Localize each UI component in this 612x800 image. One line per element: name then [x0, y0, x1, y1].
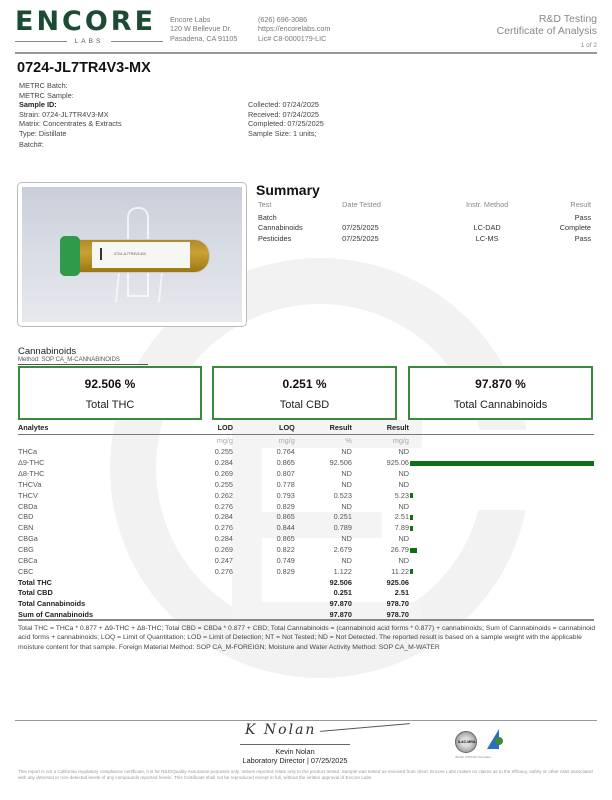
- analyte-result-pct: 0.251: [333, 512, 352, 522]
- analyte-lod: 0.284: [214, 512, 233, 522]
- analyte-loq: 0.865: [276, 458, 295, 468]
- sample-type: Type: Distillate: [19, 128, 67, 138]
- col-date-tested: Date Tested: [342, 200, 381, 209]
- analyte-result-pct: 0.523: [333, 490, 352, 500]
- analyte-bar-cell: [409, 501, 594, 512]
- total-result-pct: 92.506: [329, 577, 352, 587]
- analyte-name: Δ9-THC: [18, 458, 45, 468]
- analyte-bar-cell: [409, 447, 594, 458]
- analyte-row: [18, 457, 594, 468]
- col-lod: LOD: [156, 422, 233, 435]
- analyte-loq: 0.865: [276, 512, 295, 522]
- metrc-sample: METRC Sample:: [19, 90, 74, 100]
- analyte-bar-cell: [409, 490, 594, 501]
- tube-cap: [60, 236, 80, 276]
- cannabinoids-method: Method: SOP CA_M-CANNABINOIDS: [18, 357, 120, 363]
- address-line: 120 W Bellevue Dr.: [170, 24, 232, 34]
- test-date: 07/25/2025: [342, 233, 379, 243]
- analyte-row: [18, 490, 594, 501]
- analyte-loq: 0.764: [276, 447, 295, 457]
- col-test: Test: [258, 200, 272, 209]
- total-name: Total Cannabinoids: [18, 599, 86, 609]
- analyte-lod: 0.255: [214, 479, 233, 489]
- total-result-pct: 97.870: [295, 609, 352, 620]
- analyte-loq: 0.865: [276, 534, 295, 544]
- test-method: LC-DAD: [473, 223, 501, 233]
- total-row: [18, 587, 594, 598]
- total-name: Total CBD: [18, 588, 53, 598]
- analyte-lod: 0.276: [214, 523, 233, 533]
- doc-type: [497, 13, 597, 52]
- analyte-lod: 0.269: [214, 469, 233, 479]
- total-result-mg: 978.70: [386, 599, 409, 609]
- col-loq: LOQ: [233, 422, 295, 435]
- col-result-pct: Result: [295, 422, 352, 435]
- analyte-loq: 0.822: [276, 545, 295, 555]
- empty-cell: [156, 609, 233, 620]
- analytes-header-row: [18, 422, 594, 435]
- analytes-table: [18, 422, 594, 621]
- analyte-result-mg: 11.22: [391, 566, 409, 576]
- logo-subtitle: LABS: [74, 38, 104, 45]
- col-instr-method: Instr. Method: [466, 200, 509, 209]
- analyte-result-pct: ND: [341, 501, 352, 511]
- address-line: Encore Labs: [170, 15, 211, 24]
- sample-photo: [17, 182, 247, 327]
- unit: [18, 435, 156, 447]
- analyte-lod: 0.247: [214, 555, 233, 565]
- result-bar: [410, 461, 594, 466]
- collected-date: Collected: 07/24/2025: [248, 100, 319, 109]
- lab-contact: [258, 15, 330, 43]
- total-name: Total THC: [18, 577, 52, 587]
- analyte-loq: 0.749: [276, 555, 295, 565]
- test-name: Batch: [258, 212, 277, 222]
- summary-title: Summary: [256, 182, 320, 198]
- analyte-name: Δ8-THC: [18, 469, 45, 479]
- analyte-result-pct: ND: [341, 469, 352, 479]
- tube-label: [92, 242, 190, 268]
- analyte-result-pct: 92.506: [329, 458, 352, 468]
- analyte-bar-cell: [409, 533, 594, 544]
- analyte-name: THCa: [18, 447, 38, 457]
- signatory-name: Kevin Nolan: [275, 747, 315, 756]
- test-date: 07/25/2025: [342, 223, 379, 233]
- sample-photo-image: [22, 187, 242, 322]
- analyte-result-mg: ND: [398, 479, 409, 489]
- result-bar: [410, 515, 413, 520]
- analyte-row: [18, 555, 594, 566]
- analyte-bar-cell: [409, 512, 594, 523]
- analyte-result-pct: 2.679: [333, 545, 352, 555]
- analyte-row: [18, 566, 594, 577]
- lab-address: [170, 15, 237, 43]
- empty-cell: [233, 587, 295, 598]
- analyte-bar-cell: [409, 468, 594, 479]
- total-result-pct: 97.870: [329, 599, 352, 609]
- total-cbd-box: [212, 366, 397, 420]
- signature-line: [240, 744, 350, 745]
- analyte-lod: 0.284: [214, 534, 233, 544]
- units-row: [18, 435, 594, 447]
- doc-type-line2: Certificate of Analysis: [496, 25, 597, 37]
- analyte-result-mg: ND: [398, 469, 409, 479]
- method-underline: [18, 364, 148, 365]
- analyte-result-pct: ND: [341, 479, 352, 489]
- analyte-row: [18, 479, 594, 490]
- empty-cell: [409, 609, 594, 620]
- test-name: Pesticides: [258, 233, 292, 243]
- total-thc-value: 92.506 %: [84, 377, 136, 391]
- unit-pct: %: [345, 436, 352, 446]
- accreditation-logos: [455, 729, 515, 761]
- analyte-result-mg: ND: [398, 447, 409, 457]
- analyte-row: [18, 533, 594, 544]
- received-date: Received: 07/24/2025: [248, 109, 319, 119]
- analyte-name: CBN: [18, 523, 34, 533]
- test-method: LC-MS: [475, 233, 499, 243]
- analyte-bar-cell: [409, 457, 594, 468]
- unit-lod: mg/g: [216, 436, 233, 446]
- doc-type-line1: R&D Testing: [538, 13, 597, 25]
- matrix: Matrix: Concentrates & Extracts: [19, 119, 122, 128]
- empty-cell: [233, 598, 295, 609]
- analyte-lod: 0.262: [214, 490, 233, 500]
- test-result: Complete: [559, 223, 591, 233]
- sample-meta-left: [19, 81, 122, 150]
- accreditation-caption: ISO/IEC 17025:2017 Accredited: [455, 756, 491, 759]
- analyte-result-mg: ND: [398, 555, 409, 565]
- analyte-bar-cell: [409, 555, 594, 566]
- website-link[interactable]: https://encorelabs.com: [258, 24, 331, 34]
- analyte-name: CBGa: [18, 534, 38, 544]
- total-cbd-value: 0.251 %: [282, 377, 327, 391]
- header-divider: [15, 52, 597, 54]
- summary-row: [258, 233, 591, 244]
- analyte-row: [18, 501, 594, 512]
- analyte-row: [18, 544, 594, 555]
- col-result-mg: Result: [352, 422, 409, 435]
- batch-number: Batch#:: [19, 140, 44, 149]
- analyte-lod: 0.276: [214, 501, 233, 511]
- result-bar: [410, 548, 417, 553]
- analyte-lod: 0.284: [214, 458, 233, 468]
- ilac-mra-logo: [455, 731, 477, 753]
- analyte-result-mg: 26.79: [390, 545, 409, 555]
- signatory: [220, 747, 370, 765]
- page-header: [15, 8, 597, 52]
- signature-script: K Nolan: [245, 722, 317, 738]
- empty-cell: [233, 577, 295, 588]
- summary-table: [258, 200, 591, 244]
- test-method: [442, 212, 532, 223]
- test-date: [342, 212, 442, 223]
- col-analytes: Analytes: [18, 422, 156, 435]
- analyte-result-pct: ND: [341, 555, 352, 565]
- analyte-result-pct: ND: [341, 447, 352, 457]
- phone: (626) 696-3086: [258, 15, 308, 24]
- total-row: [18, 598, 594, 609]
- tube-label-text: 0724-JL7TR4V3-MX: [114, 252, 146, 256]
- analyte-result-pct: 1.122: [333, 566, 352, 576]
- total-result-mg: 925.06: [386, 577, 409, 587]
- analyte-name: CBD: [18, 512, 34, 522]
- analyte-result-pct: 0.789: [333, 523, 352, 533]
- result-bar: [410, 526, 413, 531]
- signature-divider: [15, 720, 597, 721]
- analyte-name: THCV: [18, 490, 38, 500]
- empty-cell: [156, 598, 233, 609]
- analyte-lod: 0.276: [214, 566, 233, 576]
- encore-labs-logo: [15, 8, 163, 45]
- strain: Strain: 0724-JL7TR4V3-MX: [19, 109, 109, 119]
- calculation-footnote: Total THC = THCa * 0.877 + Δ9-THC + Δ8-THC; Total CBD = CBDa * 0.877 + CBD; Total Cannabinoids = (cannabinoid acid forms * 0.877) + cannabinoids; Sum of Cannabinoids = cannabinoid acid forms + cannabinoids; LOQ = Limit of Quantitation; LOD = Limit of Detection; NT = Not Tested; ND = Not Detected. The reported result is based on a sample weight with the applicable moisture content for that sample. Foreign Material Method: SOP CA_M-FOREIGN; Moisture and Water Activity Method: SOP CA_M-WATER: [18, 625, 596, 651]
- analyte-loq: 0.829: [276, 501, 295, 511]
- total-cannabinoids-value: 97.870 %: [475, 377, 526, 391]
- ilac-text: ILAC-MRA: [458, 740, 476, 744]
- analyte-name: CBDa: [18, 501, 38, 511]
- analyte-lod: 0.255: [214, 447, 233, 457]
- analyte-result-mg: 925.06: [386, 458, 409, 468]
- total-thc-box: [18, 366, 202, 420]
- empty-cell: [409, 587, 594, 598]
- empty-cell: [156, 587, 233, 598]
- sample-title: 0724-JL7TR4V3-MX: [17, 60, 151, 76]
- result-bar: [410, 569, 413, 574]
- analyte-name: CBG: [18, 545, 34, 555]
- summary-header-row: [258, 200, 591, 212]
- license-number: Lic# C8-0000179-LIC: [258, 33, 327, 43]
- analyte-name: CBCa: [18, 555, 38, 565]
- analyte-result-pct: ND: [341, 534, 352, 544]
- analyte-bar-cell: [409, 544, 594, 555]
- analyte-loq: 0.807: [276, 469, 295, 479]
- total-row: [18, 609, 594, 620]
- analyte-name: THCVa: [18, 479, 42, 489]
- analyte-row: [18, 512, 594, 523]
- empty-cell: [156, 577, 233, 588]
- total-cannabinoids-box: [408, 366, 593, 420]
- page-number: 1 of 2: [580, 42, 597, 49]
- logo-wordmark: ENCORE: [15, 6, 157, 37]
- analyte-result-mg: 2.51: [394, 512, 409, 522]
- analyte-loq: 0.778: [276, 479, 295, 489]
- unit-loq: mg/g: [278, 436, 295, 446]
- summary-row: [258, 212, 591, 223]
- analyte-loq: 0.829: [276, 566, 295, 576]
- address-line: Pasadena, CA 91105: [170, 33, 238, 43]
- test-result: Pass: [574, 212, 591, 222]
- test-name: Cannabinoids: [258, 223, 303, 233]
- test-result: Pass: [574, 233, 591, 243]
- a2la-logo-dot: [495, 737, 503, 745]
- total-row: [18, 577, 594, 588]
- analyte-bar-cell: [409, 479, 594, 490]
- empty-cell: [233, 609, 295, 620]
- total-result-mg: 978.70: [352, 609, 409, 620]
- total-result-mg: 2.51: [394, 588, 409, 598]
- analyte-row: [18, 468, 594, 479]
- completed-date: Completed: 07/25/2025: [248, 119, 324, 128]
- total-name: Sum of Cannabinoids: [18, 609, 156, 620]
- unit-mg: mg/g: [392, 436, 409, 446]
- empty-cell: [409, 577, 594, 588]
- sample-id: Sample ID:: [19, 100, 57, 109]
- col-result: Result: [570, 200, 591, 209]
- metrc-batch: METRC Batch:: [19, 81, 68, 90]
- summary-row: [258, 223, 591, 234]
- total-cannabinoids-label: Total Cannabinoids: [453, 399, 548, 411]
- analyte-name: CBC: [18, 566, 34, 576]
- signatory-title: Laboratory Director | 07/25/2025: [242, 756, 348, 765]
- total-thc-label: Total THC: [85, 399, 135, 411]
- analyte-row: [18, 522, 594, 533]
- sample-meta-right: [248, 100, 324, 138]
- disclaimer: This report is not a California regulatory compliance certificate, it is for R&D/Quality Assurance purposes only. Values reported relate only to the product tested. Sample was tested as received from client. Encore Labs makes no claims as to the efficacy, safety or other risks associated with any detected or non-detected levels of any compounds reported herein. This Certificate shall not be reproduced except in full, without the written approval of Encore Labs.: [18, 769, 593, 781]
- analyte-loq: 0.844: [276, 523, 295, 533]
- total-cbd-label: Total CBD: [279, 399, 330, 411]
- analyte-row: [18, 447, 594, 458]
- cannabinoids-title: Cannabinoids: [18, 346, 77, 357]
- analyte-loq: 0.793: [276, 490, 295, 500]
- analyte-bar-cell: [409, 566, 594, 577]
- analyte-lod: 0.269: [214, 545, 233, 555]
- analyte-bar-cell: [409, 522, 594, 533]
- analyte-result-mg: ND: [398, 534, 409, 544]
- analyte-result-mg: ND: [398, 501, 409, 511]
- sample-size: Sample Size: 1 units;: [248, 128, 317, 138]
- signature-stroke: [320, 723, 410, 732]
- total-result-pct: 0.251: [333, 588, 352, 598]
- analyte-result-mg: 7.89: [394, 523, 409, 533]
- empty-cell: [409, 598, 594, 609]
- result-bar: [410, 493, 413, 498]
- analyte-result-mg: 5.23: [394, 490, 409, 500]
